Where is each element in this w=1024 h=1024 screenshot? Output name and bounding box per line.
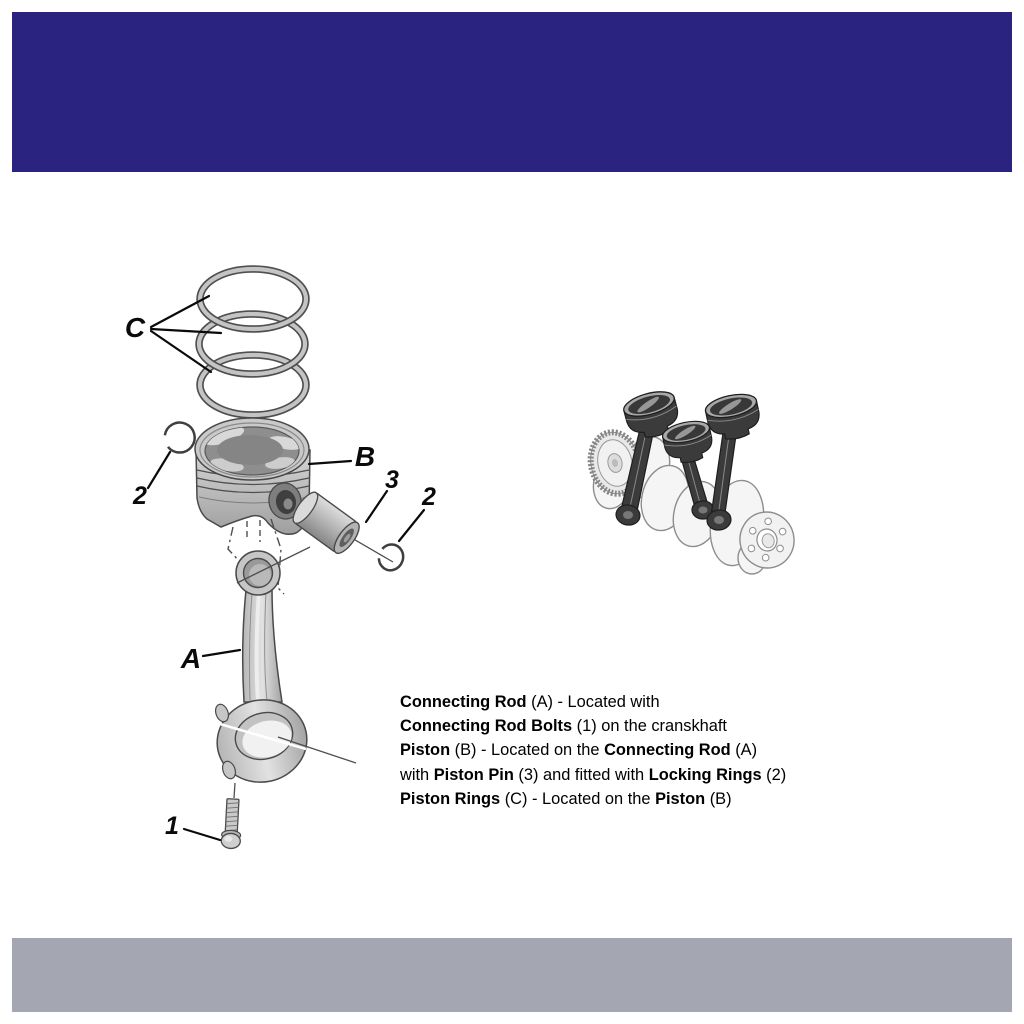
label-3: 3 xyxy=(385,466,399,494)
description-line: with Piston Pin (3) and fitted with Locking Rings (2) xyxy=(400,765,787,784)
connecting-rod-bolt xyxy=(221,799,243,849)
label-c: C xyxy=(124,312,146,343)
description-line: Piston (B) - Located on the Connecting Rod (A) xyxy=(400,741,758,760)
piston-ring-top xyxy=(200,269,306,329)
description-line: Connecting Rod (A) - Located with xyxy=(400,693,660,711)
description-line: Piston Rings (C) - Located on the Piston (B) xyxy=(400,789,732,808)
label-2-left: 2 xyxy=(133,482,147,510)
bottom-banner xyxy=(12,938,1012,1012)
bolt-axis-line xyxy=(234,783,235,798)
label-piston-pin xyxy=(366,466,399,522)
label-connecting-rod xyxy=(180,643,240,674)
label-bolt xyxy=(165,812,220,840)
locking-ring-right xyxy=(376,541,407,573)
parts-description xyxy=(400,690,980,811)
label-2-right: 2 xyxy=(422,483,436,511)
label-b: B xyxy=(354,441,376,472)
label-locking-ring-left xyxy=(132,452,170,510)
description-line: Connecting Rod Bolts (1) on the cranskhaft xyxy=(400,717,727,736)
piston-rings xyxy=(199,269,306,415)
label-a: A xyxy=(180,643,202,674)
connecting-rod xyxy=(209,551,356,790)
crank-piston-3 xyxy=(703,390,763,443)
label-1: 1 xyxy=(165,812,179,840)
locking-ring-left xyxy=(163,419,199,455)
label-locking-ring-right xyxy=(399,483,436,541)
crankshaft-assembly xyxy=(585,387,799,574)
label-piston xyxy=(309,441,375,472)
